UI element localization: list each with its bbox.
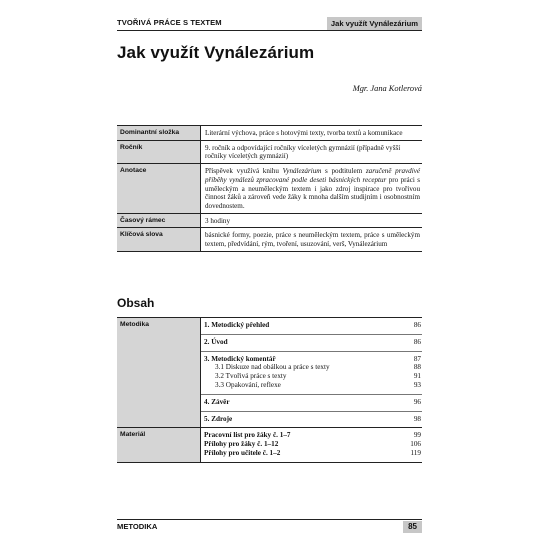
toc-group (201, 412, 422, 428)
toc-entry (201, 355, 422, 364)
info-label: Časový rámec (117, 214, 200, 228)
info-row-dominant (117, 126, 422, 141)
toc-entry-title: 3. Metodický komentář (204, 354, 276, 363)
toc-group (201, 428, 422, 461)
toc-entry-page: 86 (413, 321, 421, 329)
toc-group (201, 352, 422, 395)
info-value: Literární výchova, práce s hotovými texty, tvorba textů a komunikace (200, 126, 422, 140)
info-label: Dominantní složka (117, 126, 200, 140)
toc-group (201, 318, 422, 335)
toc-entry-title: 5. Zdroje (204, 414, 233, 423)
annotation-text: pro práci s uměleckým a neuměleckým textem i jako zdroj inspirace pro tvořivou činnost žáků a zároveň vede žáky k mnoha dalším studijním i osobnostním dovednostem. (205, 175, 420, 210)
toc-block-label: Metodika (117, 318, 200, 427)
info-row-annotation (117, 164, 422, 214)
toc-entry-page: 119 (410, 448, 421, 457)
running-footer (117, 519, 422, 533)
header-section-title: TVOŘIVÁ PRÁCE S TEXTEM (117, 18, 222, 27)
info-row-grade (117, 141, 422, 164)
toc-entry (201, 381, 422, 390)
book-subtitle: zaručeně pravdivé příběhy vynálezů zpracované podle deseti básnických receptur (205, 167, 420, 184)
toc-entries (200, 428, 422, 461)
toc-entry-page: 106 (410, 440, 421, 449)
toc-entry-title: 3.3 Opakování, reflexe (215, 380, 281, 389)
header-chapter-chip: Jak využít Vynálezárium (327, 17, 422, 30)
contents-heading: Obsah (117, 296, 155, 310)
toc-group (201, 335, 422, 352)
info-label: Ročník (117, 141, 200, 163)
info-label: Anotace (117, 164, 200, 213)
info-label: Klíčová slova (117, 228, 200, 250)
toc-entry-page: 99 (413, 431, 421, 440)
annotation-text: s podtitulem (321, 167, 366, 176)
toc-entry-title: 2. Úvod (204, 337, 228, 346)
toc-entry-page: 96 (413, 397, 421, 406)
toc-entry-page: 91 (413, 372, 421, 381)
table-of-contents (117, 317, 422, 463)
toc-entry (201, 372, 422, 381)
toc-entry-title: 3.2 Tvořivá práce s texty (215, 372, 287, 381)
info-value: 3 hodiny (200, 214, 422, 228)
author-name: Mgr. Jana Kotlerová (352, 84, 422, 93)
toc-entry-page: 88 (413, 363, 421, 372)
toc-entry-title: Přílohy pro žáky č. 1–12 (204, 440, 279, 449)
toc-entry (201, 338, 422, 347)
toc-entry (201, 363, 422, 372)
header-rule (117, 30, 422, 31)
info-value: básnické formy, poezie, práce s neuměleckým textem, práce s uměleckým textem, předvídání, rým, tvoření, usuzování, verš, Vynálezárium (200, 228, 422, 250)
info-row-keywords (117, 228, 422, 251)
chapter-title: Jak využít Vynálezárium (117, 43, 315, 62)
info-value-annotation (200, 164, 422, 213)
annotation-text: Příspěvek využívá knihu (205, 167, 283, 176)
toc-entry-title: 4. Závěr (204, 397, 230, 406)
toc-entry-page: 98 (413, 414, 421, 423)
toc-entry-page: 86 (413, 337, 421, 346)
toc-entry-title: Pracovní list pro žáky č. 1–7 (204, 431, 291, 440)
book-title: Vynálezárium (282, 167, 322, 176)
toc-entry-page: 93 (413, 380, 421, 389)
toc-entry (201, 415, 422, 424)
info-table (117, 125, 422, 252)
toc-entry (201, 321, 422, 330)
info-value: 9. ročník a odpovídající ročníky víceletých gymnázií (případně vyšší ročníky víceletých gymnázií) (200, 141, 422, 163)
toc-group (201, 395, 422, 412)
toc-entry-title: 1. Metodický přehled (204, 321, 270, 329)
footer-section-title: METODIKA (117, 522, 158, 531)
toc-block-metodika (117, 318, 422, 428)
toc-entries (200, 318, 422, 427)
toc-block-label: Materiál (117, 428, 200, 461)
toc-block-material (117, 428, 422, 462)
toc-entry (201, 449, 422, 458)
page-number: 85 (403, 521, 422, 533)
page (117, 0, 422, 550)
running-header (117, 17, 422, 31)
toc-entry (201, 398, 422, 407)
toc-entry-title: 3.1 Diskuze nad obálkou a práce s texty (215, 363, 330, 372)
toc-entry-title: Přílohy pro učitele č. 1–2 (204, 448, 281, 457)
info-row-time (117, 214, 422, 229)
toc-entry (201, 440, 422, 449)
toc-entry-page: 87 (413, 354, 421, 363)
toc-entry (201, 431, 422, 440)
